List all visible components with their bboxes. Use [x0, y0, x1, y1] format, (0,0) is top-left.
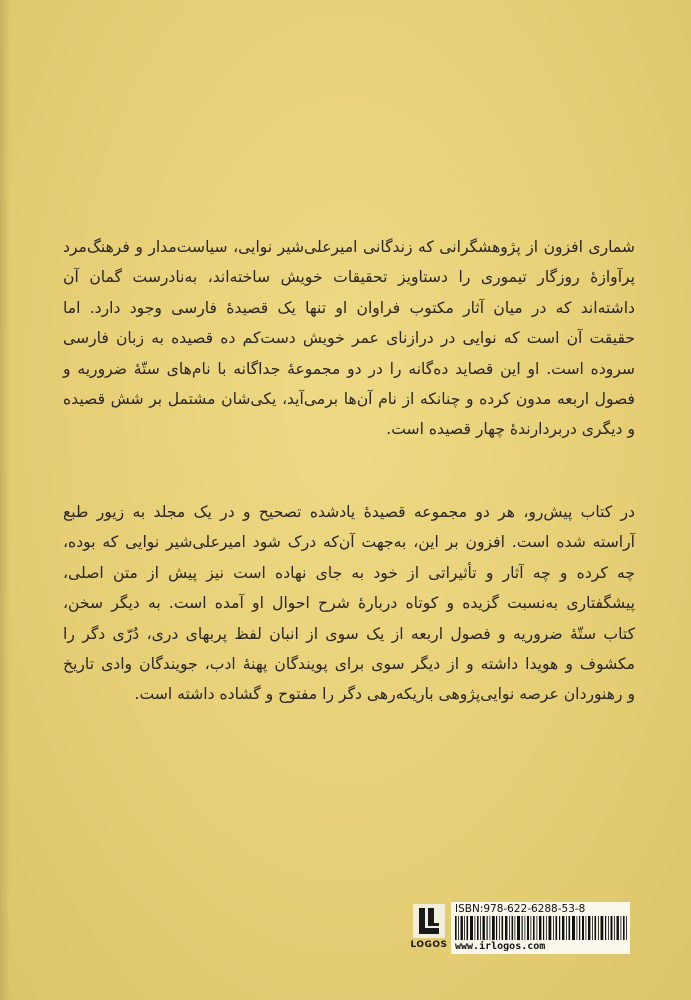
blurb-line: پرآوازهٔ روزگار تیموری را دستاویز تحقیقات خویش ساخته‌اند، به‌نادرست گمان آن — [63, 268, 635, 287]
blurb-line: مکشوف و هویدا داشته و از دیگر سوی برای پویندگان پهنهٔ ادب، جویندگان وادی تاریخ — [63, 655, 635, 674]
blurb-line: پیشگفتاری به‌نسبت گزیده و کوتاه دربارهٔ شرح احوال او آمده است. به دیگر سخن، — [63, 594, 635, 613]
blurb-paragraph-1 — [63, 232, 635, 445]
blurb-line: و دیگری دربردارندهٔ چهار قصیده است. — [386, 420, 635, 439]
blurb-line: حقیقت آن است که نوایی در درازنای عمر خویش دست‌کم ده قصیده به زبان فارسی — [63, 329, 635, 348]
blurb-paragraph-2 — [63, 497, 635, 710]
blurb-line: و رهنوردان عرصه نوایی‌پژوهی باریکه‌رهی دگر را مفتوح و گشاده داشته است. — [134, 685, 635, 704]
publisher-isbn-block — [409, 902, 630, 954]
isbn-number: ISBN:978-622-6288-53-8 — [455, 903, 586, 915]
blurb-line: کتاب ستّهٔ ضروریه و فصول اربعه از یک سوی از انبان لفظ پربهای دری، دُرّی دگر را — [63, 624, 635, 643]
publisher-logo-text: LOGOS — [410, 940, 448, 950]
blurb-line: آراسته شده است. افزون بر این، به‌جهت آن‌که درک شود امیرعلی‌شیر نوایی که بوده، — [63, 533, 635, 552]
publisher-website: www.irlogos.com — [455, 941, 546, 952]
blurb-line: در کتاب پیش‌رو، هر دو مجموعه قصیدهٔ یادشده تصحیح و در یک مجلد به زیور طبع — [63, 503, 635, 521]
publisher-logo — [409, 902, 449, 954]
cover-edge-shadow — [0, 0, 10, 1000]
blurb-line: چه کرده و چه آثار و تأثیراتی از خود به جای نهاده است نیز پیش از متن اصلی، — [63, 563, 635, 582]
logos-logo-icon — [413, 904, 445, 938]
blurb-line: فصول اربعه مدون کرده و چنانکه از نام آن‌ها برمی‌آید، یکی‌شان مشتمل بر شش قصیده — [63, 390, 635, 409]
blurb-line: داشته‌اند که در میان آثار مکتوب فراوان او تنها یک قصیدهٔ فارسی وجود دارد. اما — [63, 298, 635, 317]
blurb-line: سروده است. او این قصاید ده‌گانه را در دو مجموعهٔ جداگانه با نام‌های ستّهٔ ضروریه و — [63, 359, 635, 378]
barcode-icon — [453, 916, 628, 940]
barcode-area — [451, 902, 630, 954]
blurb-line: شماری افزون از پژوهشگرانی که زندگانی امیرعلی‌شیر نوایی، سیاست‌مدار و فرهنگ‌مرد — [63, 238, 635, 256]
